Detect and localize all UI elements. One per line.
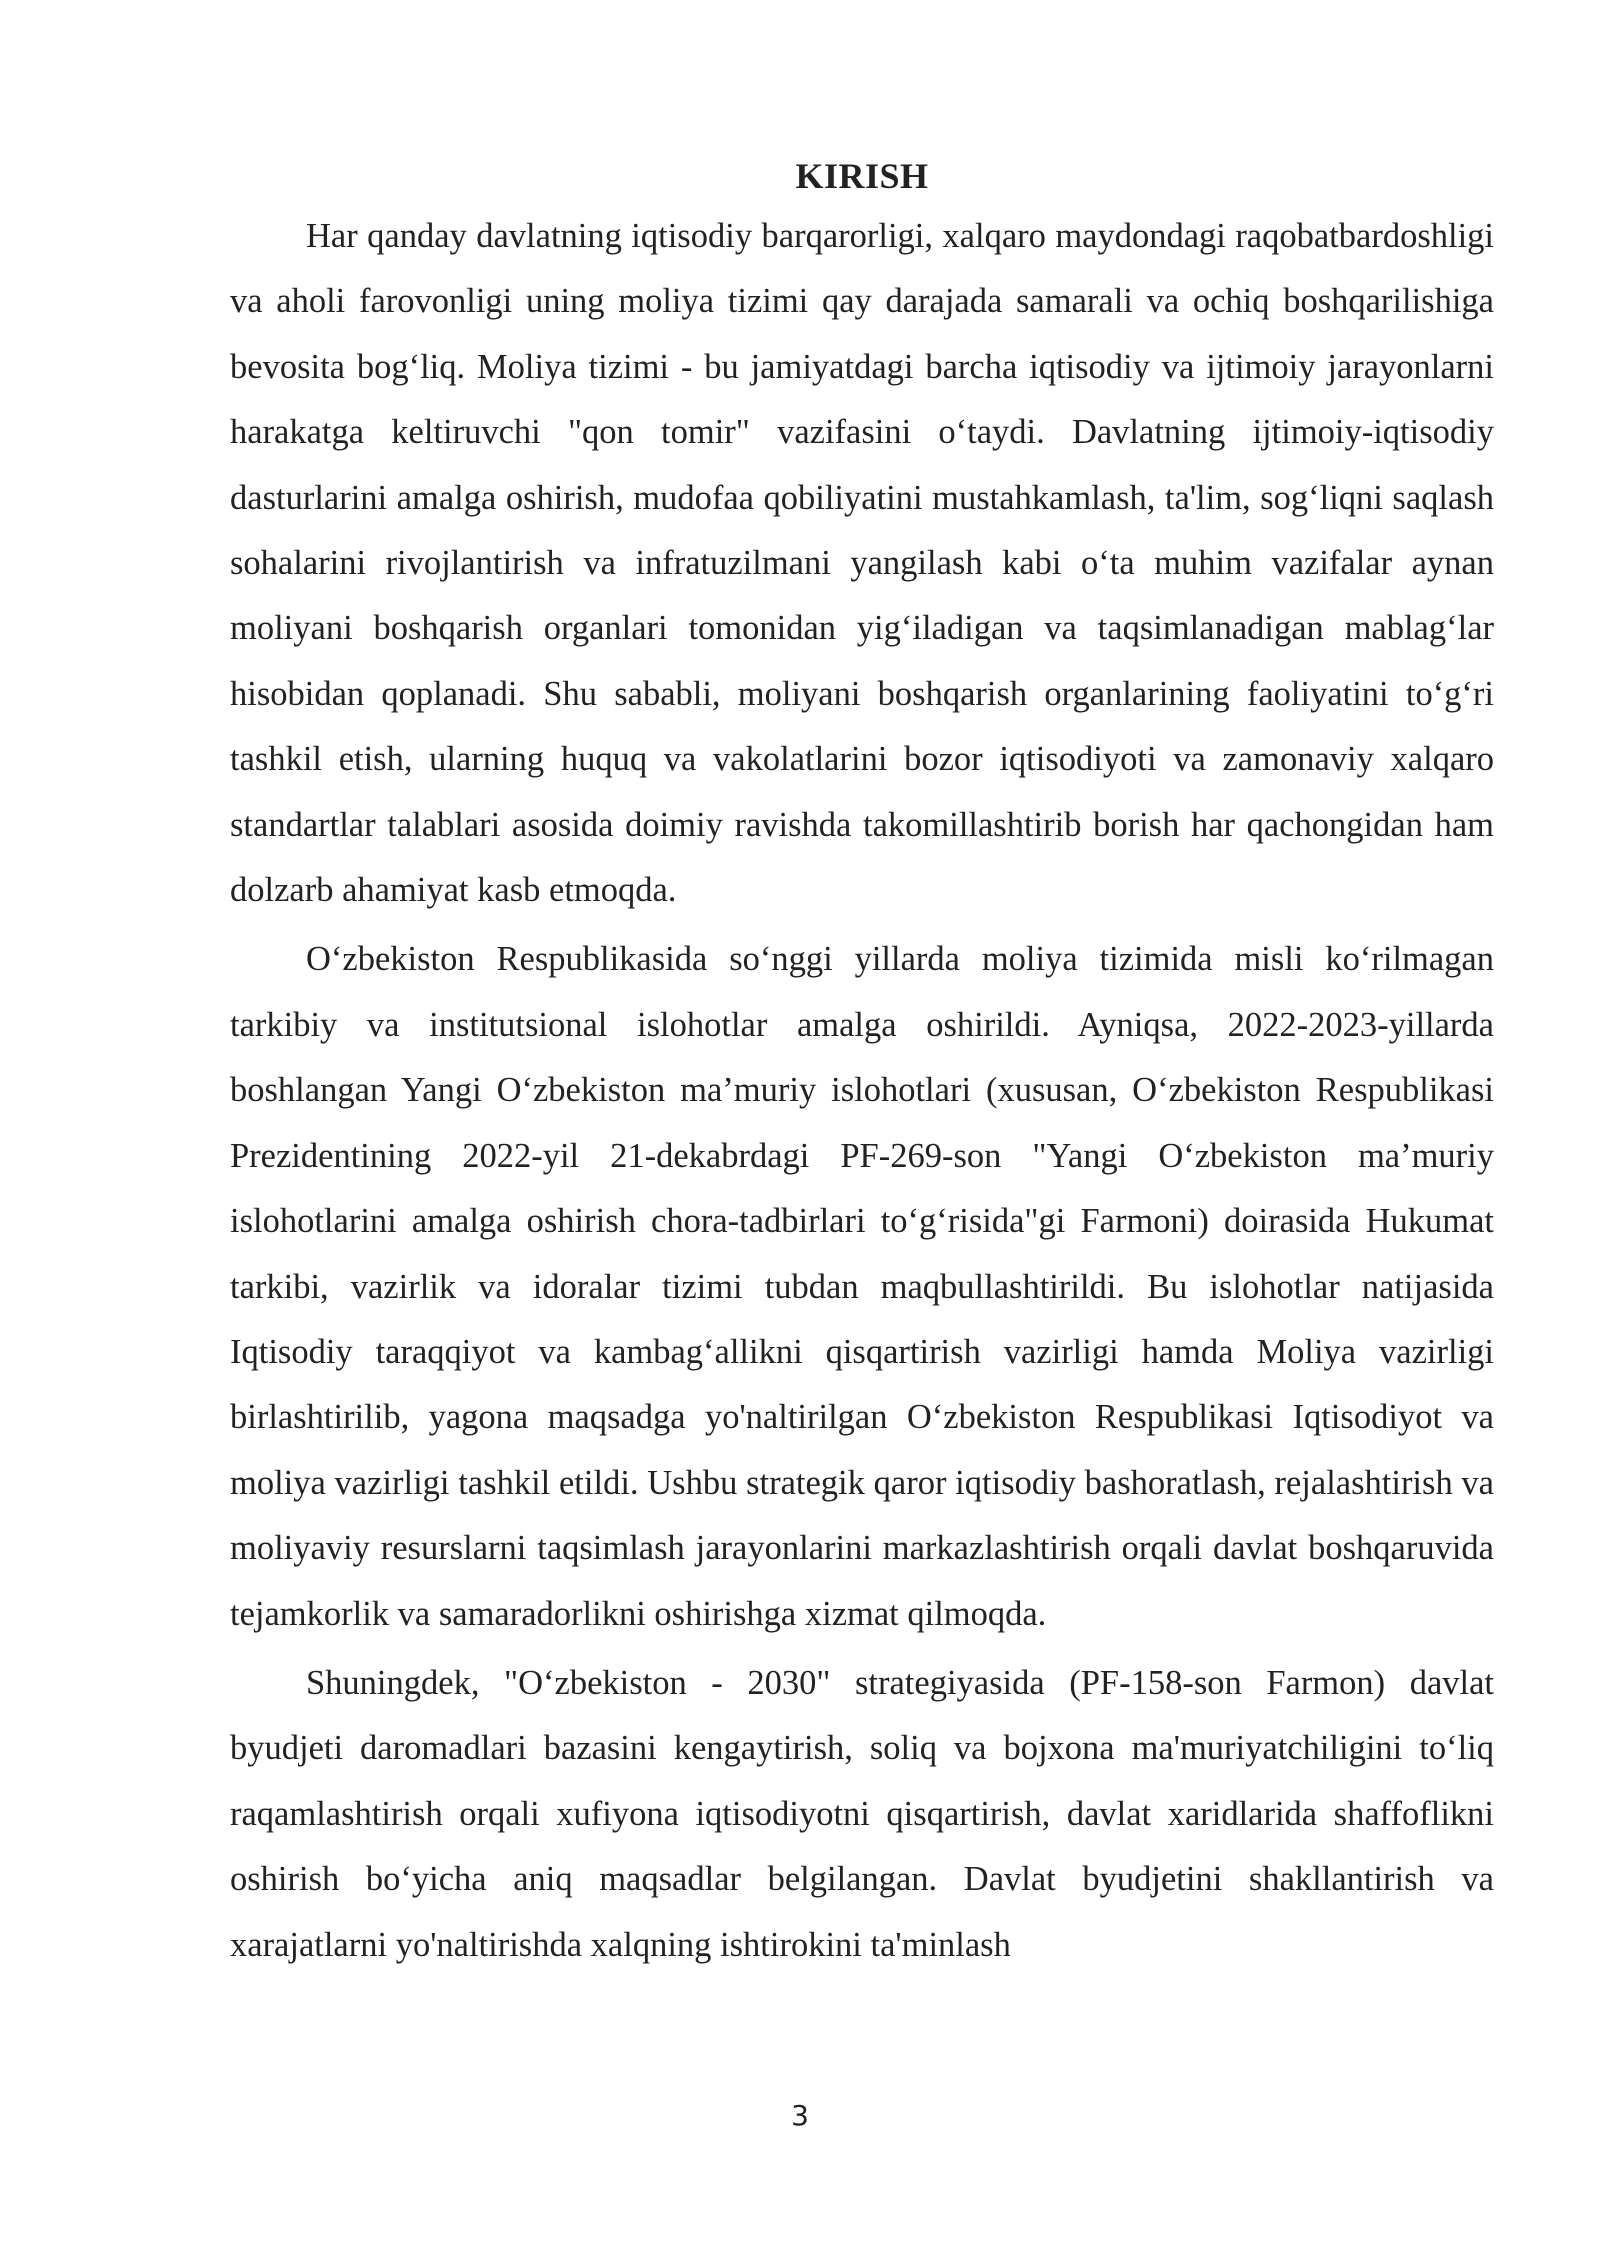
paragraph-strategy: Shuningdek, "O‘zbekiston - 2030" strategiyasida (PF-158-son Farmon) davlat byudjeti daromadlari bazasini kengaytirish, soliq va bojxona ma'muriyatchiligini to‘liq raqamlashtirish orqali xufiyona iqtisodiyotni qisqartirish, davlat xaridlarida shaffoflikni oshirish bo‘yicha aniq maqsadlar belgilangan. Davlat byudjetini shakllantirish va xarajatlarni yo'naltirishda xalqning ishtirokini ta'minlash <box>230 1663 1494 1964</box>
page-number: 3 <box>791 2099 809 2132</box>
paragraph-reforms: O‘zbekiston Respublikasida so‘nggi yillarda moliya tizimida misli ko‘rilmagan tarkibiy va institutsional islohotlar amalga oshirildi. Ayniqsa, 2022-2023-yillarda boshlangan Yangi O‘zbekiston ma’muriy islohotlari (xususan, O‘zbekiston Respublikasi Prezidentining 2022-yil 21-dekabrdagi PF-269-son "Yangi O‘zbekiston ma’muriy islohotlarini amalga oshirish chora-tadbirlari to‘g‘risida"gi Farmoni) doirasida Hukumat tarkibi, vazirlik va idoralar tizimi tubdan maqbullashtirildi. Bu islohotlar natijasida Iqtisodiy taraqqiyot va kambag‘allikni qisqartirish vazirligi hamda Moliya vazirligi birlashtirilib, yagona maqsadga yo'naltirilgan O‘zbekiston Respublikasi Iqtisodiyot va moliya vazirligi tashkil etildi. Ushbu strategik qaror iqtisodiy bashoratlash, rejalashtirish va moliyaviy resurslarni taqsimlash jarayonlarini markazlashtirish orqali davlat boshqaruvida tejamkorlik va samaradorlikni oshirishga xizmat qilmoqda. <box>230 940 1494 1633</box>
page-content <box>230 148 1494 1978</box>
page-title: KIRISH <box>795 156 929 196</box>
paragraph-intro: Har qanday davlatning iqtisodiy barqarorligi, xalqaro maydondagi raqobatbardoshligi va aholi farovonligi uning moliya tizimi qay darajada samarali va ochiq boshqarilishiga bevosita bog‘liq. Moliya tizimi - bu jamiyatdagi barcha iqtisodiy va ijtimoiy jarayonlarni harakatga keltiruvchi "qon tomir" vazifasini o‘taydi. Davlatning ijtimoiy-iqtisodiy dasturlarini amalga oshirish, mudofaa qobiliyatini mustahkamlash, ta'lim, sog‘liqni saqlash sohalarini rivojlantirish va infratuzilmani yangilash kabi o‘ta muhim vazifalar aynan moliyani boshqarish organlari tomonidan yig‘iladigan va taqsimlanadigan mablag‘lar hisobidan qoplanadi. Shu sababli, moliyani boshqarish organlarining faoliyatini to‘g‘ri tashkil etish, ularning huquq va vakolatlarini bozor iqtisodiyoti va zamonaviy xalqaro standartlar talablari asosida doimiy ravishda takomillashtirib borish har qachongidan ham dolzarb ahamiyat kasb etmoqda. <box>230 217 1494 910</box>
